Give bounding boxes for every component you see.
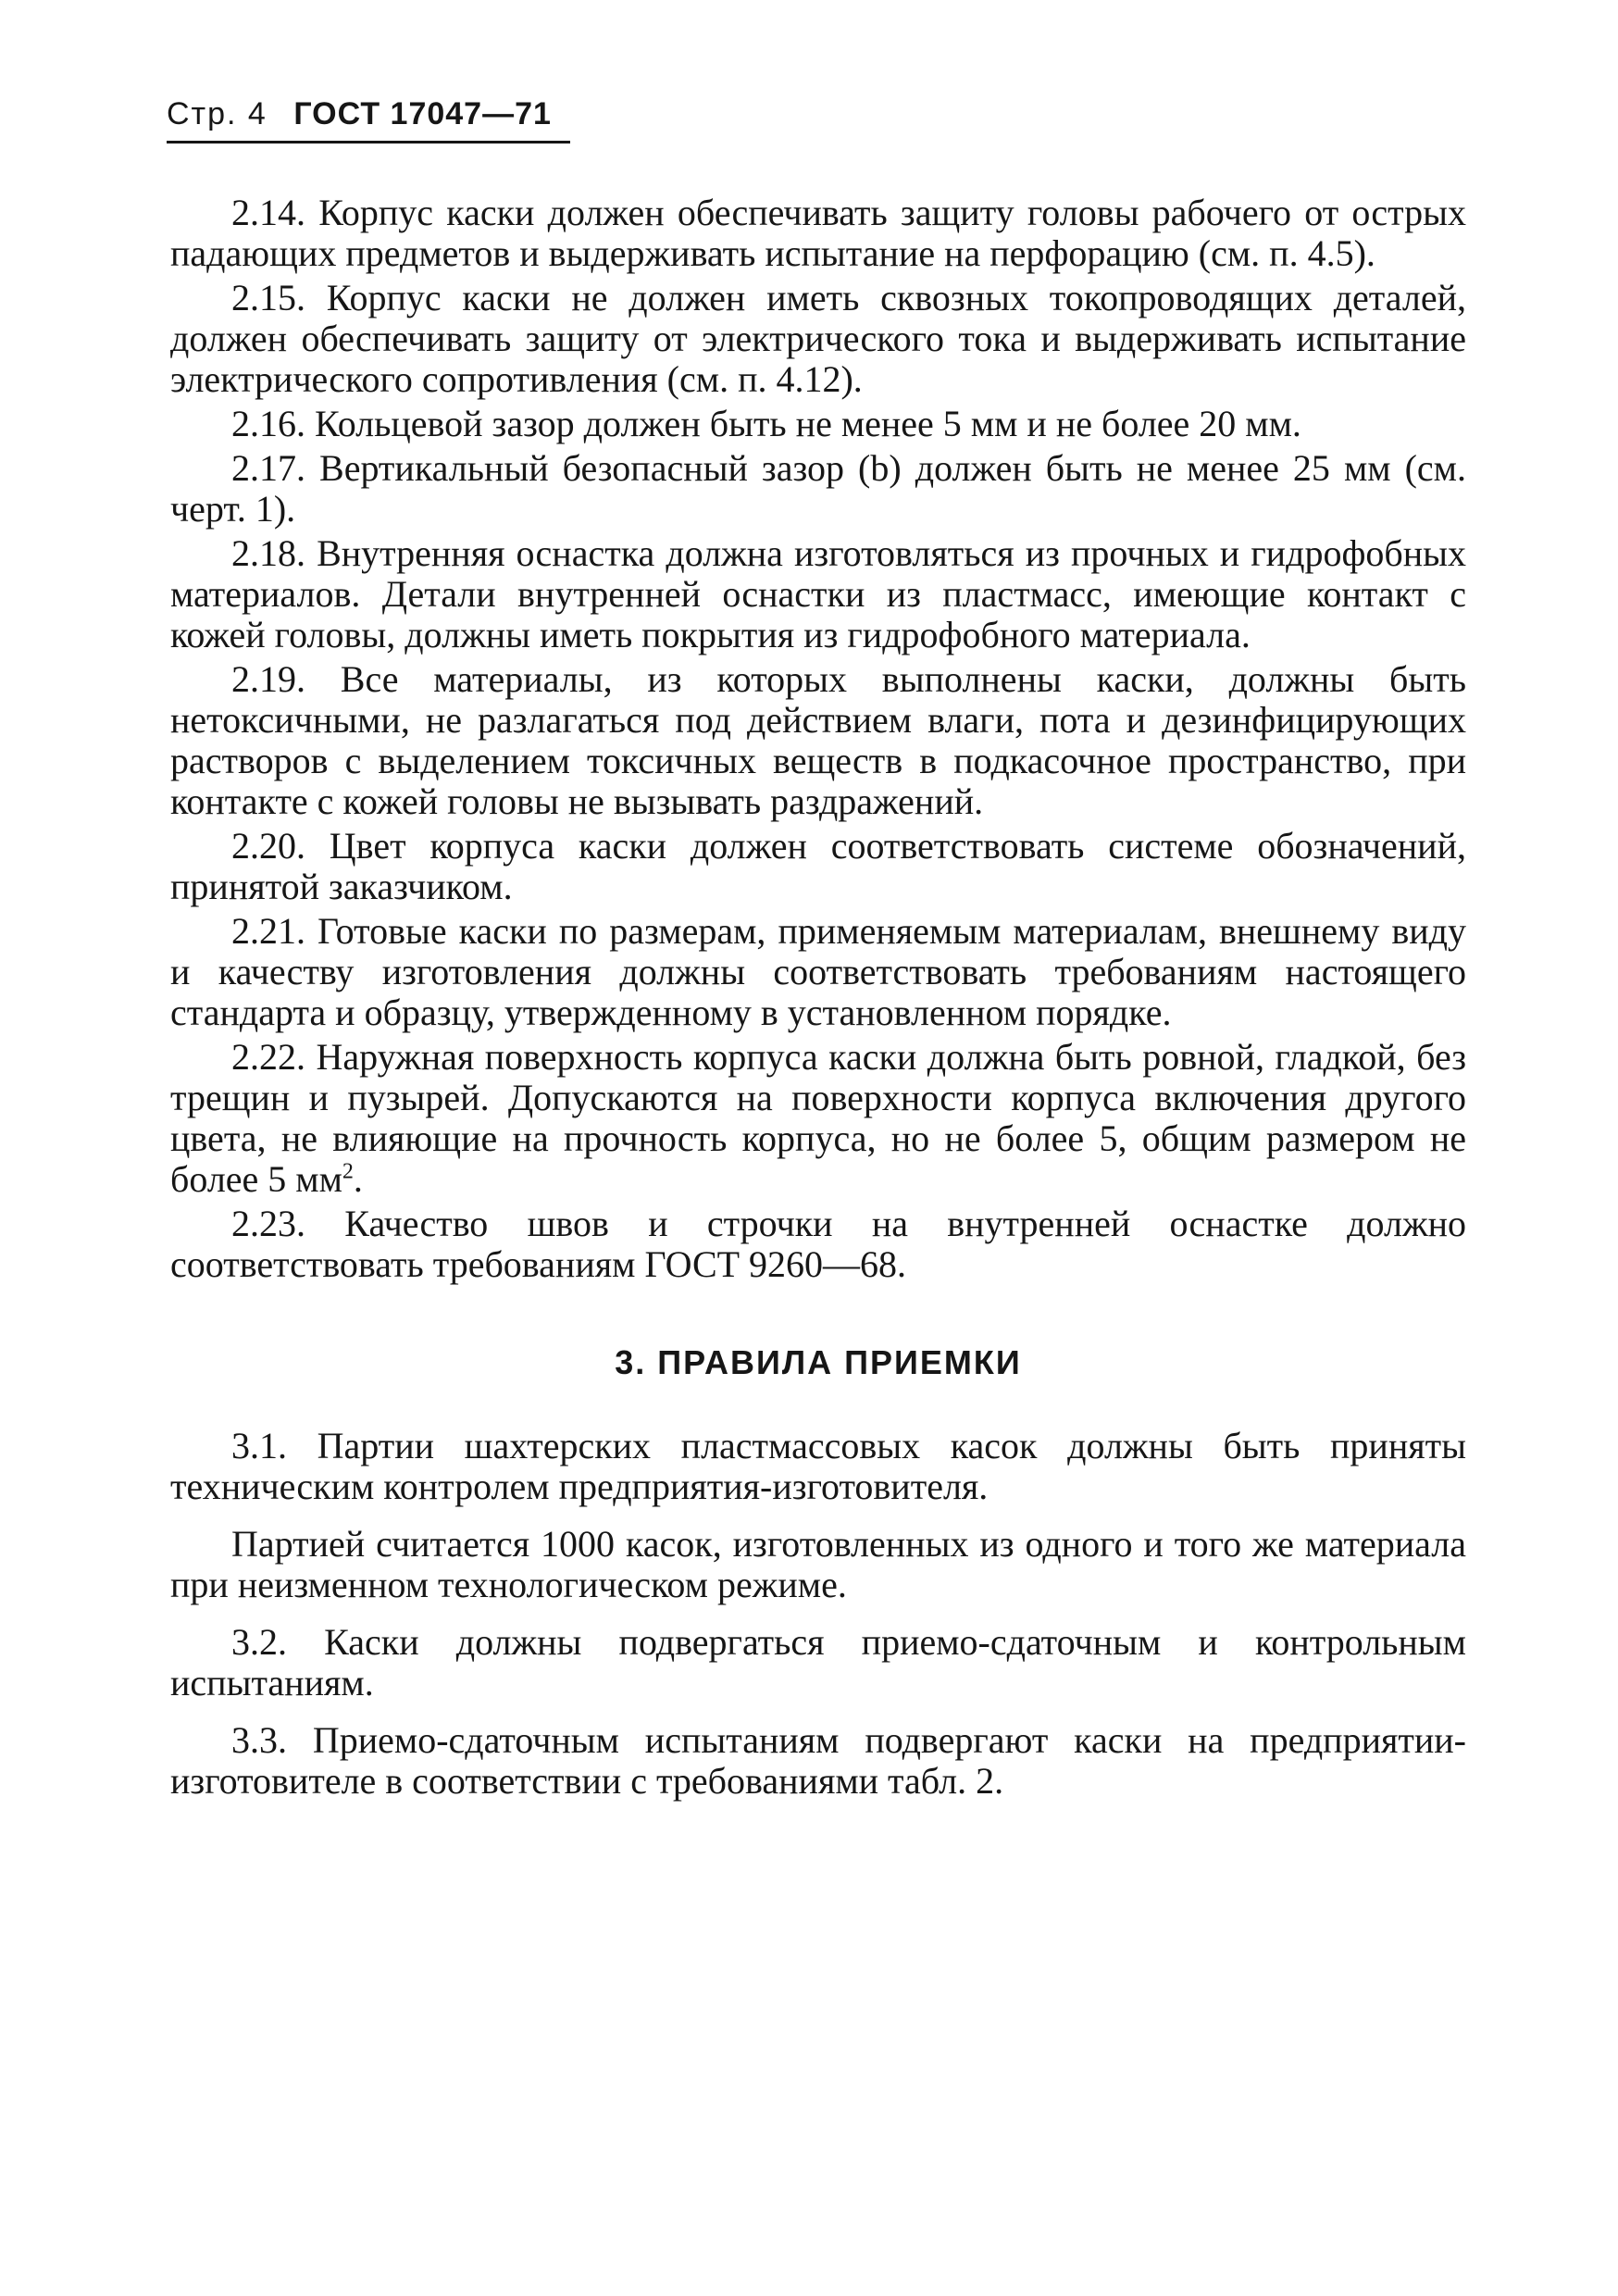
page-header bbox=[167, 96, 552, 132]
paragraph-3-3: 3.3. Приемо-сдаточным испытаниям подвергают каски на предприятии-изготовителе в соответствии с требованиями табл. 2. bbox=[170, 1719, 1466, 1802]
paragraph-2-22-text: 2.22. Наружная поверхность корпуса каски должна быть ровной, гладкой, без трещин и пузырей. Допускаются на поверхности корпуса включения другого цвета, не влияющие на прочность корпуса, но не более 5, общим размером не более 5 мм bbox=[170, 1036, 1466, 1200]
paragraph-2-18: 2.18. Внутренняя оснастка должна изготовляться из прочных и гидрофобных материалов. Детали внутренней оснастки из пластмасс, имеющие контакт с кожей головы, должны иметь покрытия из гидрофобного материала. bbox=[170, 532, 1466, 655]
paragraph-2-21: 2.21. Готовые каски по размерам, применяемым материалам, внешнему виду и качеству изготовления должны соответствовать требованиям настоящего стандарта и образцу, утвержденному в установленном порядке. bbox=[170, 910, 1466, 1033]
header-underline bbox=[167, 141, 570, 144]
paragraph-3-1: 3.1. Партии шахтерских пластмассовых касок должны быть приняты техническим контролем предприятия-изготовителя. bbox=[170, 1425, 1466, 1507]
paragraph-3-1-batch: Партией считается 1000 касок, изготовленных из одного и того же материала при неизменном технологическом режиме. bbox=[170, 1523, 1466, 1605]
document-body bbox=[170, 193, 1466, 1818]
paragraph-2-20: 2.20. Цвет корпуса каски должен соответствовать системе обозначений, принятой заказчиком. bbox=[170, 825, 1466, 907]
section-3-title: 3. ПРАВИЛА ПРИЕМКИ bbox=[615, 1343, 1022, 1381]
paragraph-2-22 bbox=[170, 1037, 1466, 1200]
paragraph-2-23: 2.23. Качество швов и строчки на внутренней оснастке должно соответствовать требованиям ГОСТ 9260—68. bbox=[170, 1203, 1466, 1285]
paragraph-2-17: 2.17. Вертикальный безопасный зазор (b) должен быть не менее 25 мм (см. черт. 1). bbox=[170, 447, 1466, 530]
paragraph-2-19: 2.19. Все материалы, из которых выполнены каски, должны быть нетоксичными, не разлагаться под действием влаги, пота и дезинфицирующих растворов с выделением токсичных веществ в подкасочное пространство, при контакте с кожей головы не вызывать раздражений. bbox=[170, 658, 1466, 822]
paragraph-2-14: 2.14. Корпус каски должен обеспечивать защиту головы рабочего от острых падающих предметов и выдерживать испытание на перфорацию (см. п. 4.5). bbox=[170, 192, 1466, 274]
paragraph-2-15: 2.15. Корпус каски не должен иметь сквозных токопроводящих деталей, должен обеспечивать защиту от электрического тока и выдерживать испытание электрического сопротивления (см. п. 4.12). bbox=[170, 277, 1466, 400]
document-code: ГОСТ 17047—71 bbox=[293, 96, 552, 131]
page-number: Стр. 4 bbox=[167, 96, 268, 131]
paragraph-2-16: 2.16. Кольцевой зазор должен быть не менее 5 мм и не более 20 мм. bbox=[231, 403, 1301, 444]
paragraph-3-2: 3.2. Каски должны подвергаться приемо-сдаточным и контрольным испытаниям. bbox=[170, 1621, 1466, 1703]
paragraph-2-22-tail: . bbox=[353, 1158, 363, 1200]
section-3-body bbox=[170, 1426, 1466, 1802]
superscript-2: 2 bbox=[342, 1159, 354, 1184]
